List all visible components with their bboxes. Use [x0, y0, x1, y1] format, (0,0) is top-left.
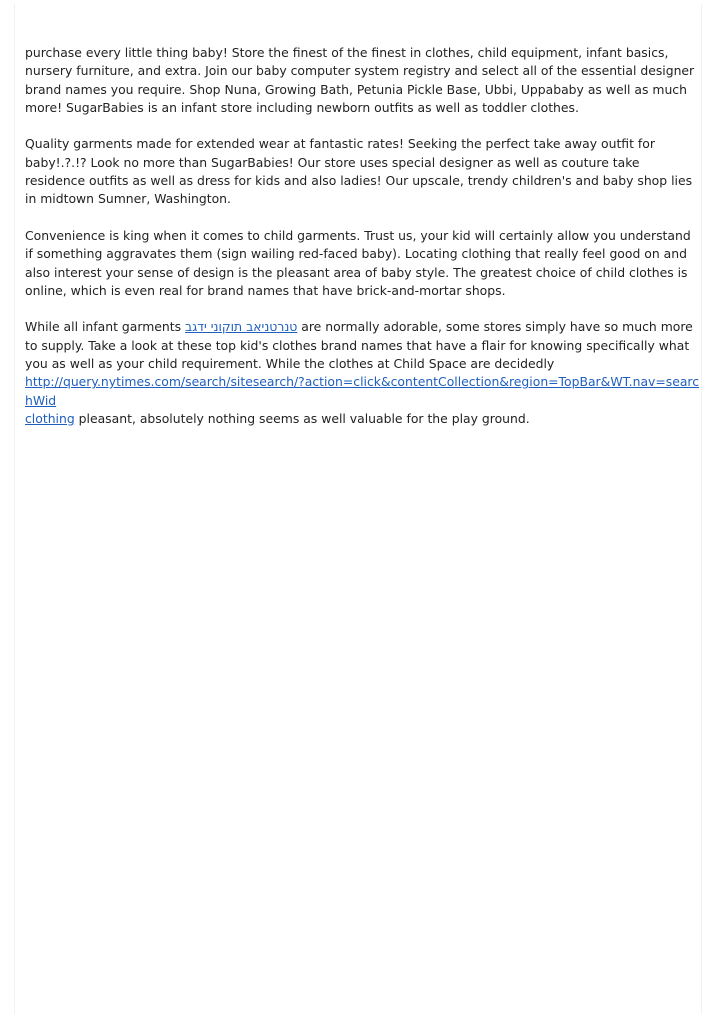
- paragraph-4-text-part3: pleasant, absolutely nothing seems as well valuable for the play ground.: [74, 410, 530, 426]
- document-body: [25, 44, 701, 447]
- hebrew-link[interactable]: טנרטניאב תוקוני ידגב: [185, 319, 298, 335]
- paragraph-3: Convenience is king when it comes to child garments. Trust us, your kid will certainly allow you understand if something aggravates them (sign wailing red-faced baby). Locating clothing that really feel good on and also interest your sense of design is the pleasant area of baby style. The greatest choice of child clothes is online, which is even real for brand names that have brick-and-mortar shops.: [25, 227, 691, 298]
- paragraph-4-text-part1: While all infant garments: [25, 319, 186, 335]
- search-url-link[interactable]: http://query.nytimes.com/search/sitesearch/?action=click&contentCollection&region=TopBar&WT.nav=searchWid: [25, 374, 700, 408]
- paragraph-2: Quality garments made for extended wear at fantastic rates! Seeking the perfect take away outfit for baby!.?.!? Look no more than SugarBabies! Our store uses special designer as well as couture take residence outfits as well as dress for kids and also ladies! Our upscale, trendy children's and baby shop lies in midtown Sumner, Washington.: [25, 136, 693, 207]
- document-page: [14, 4, 702, 1014]
- paragraph-4: [25, 318, 701, 428]
- paragraph-1: purchase every little thing baby! Store the finest of the finest in clothes, child equipment, infant basics, nursery furniture, and extra. Join our baby computer system registry and select all of the essential designer brand names you require. Shop Nuna, Growing Bath, Petunia Pickle Base, Ubbi, Uppababy as well as much more! SugarBabies is an infant store including newborn outfits as well as toddler clothes.: [25, 45, 695, 115]
- search-url-link-tail[interactable]: clothing: [25, 410, 75, 426]
- paragraph-4-text-part2: are normally adorable, some stores simply have so much more to supply. Take a look at these top kid's clothes brand names that have a flair for knowing specifically what you as well as your child requirement. While the clothes at Child Space are decidedly: [25, 319, 693, 372]
